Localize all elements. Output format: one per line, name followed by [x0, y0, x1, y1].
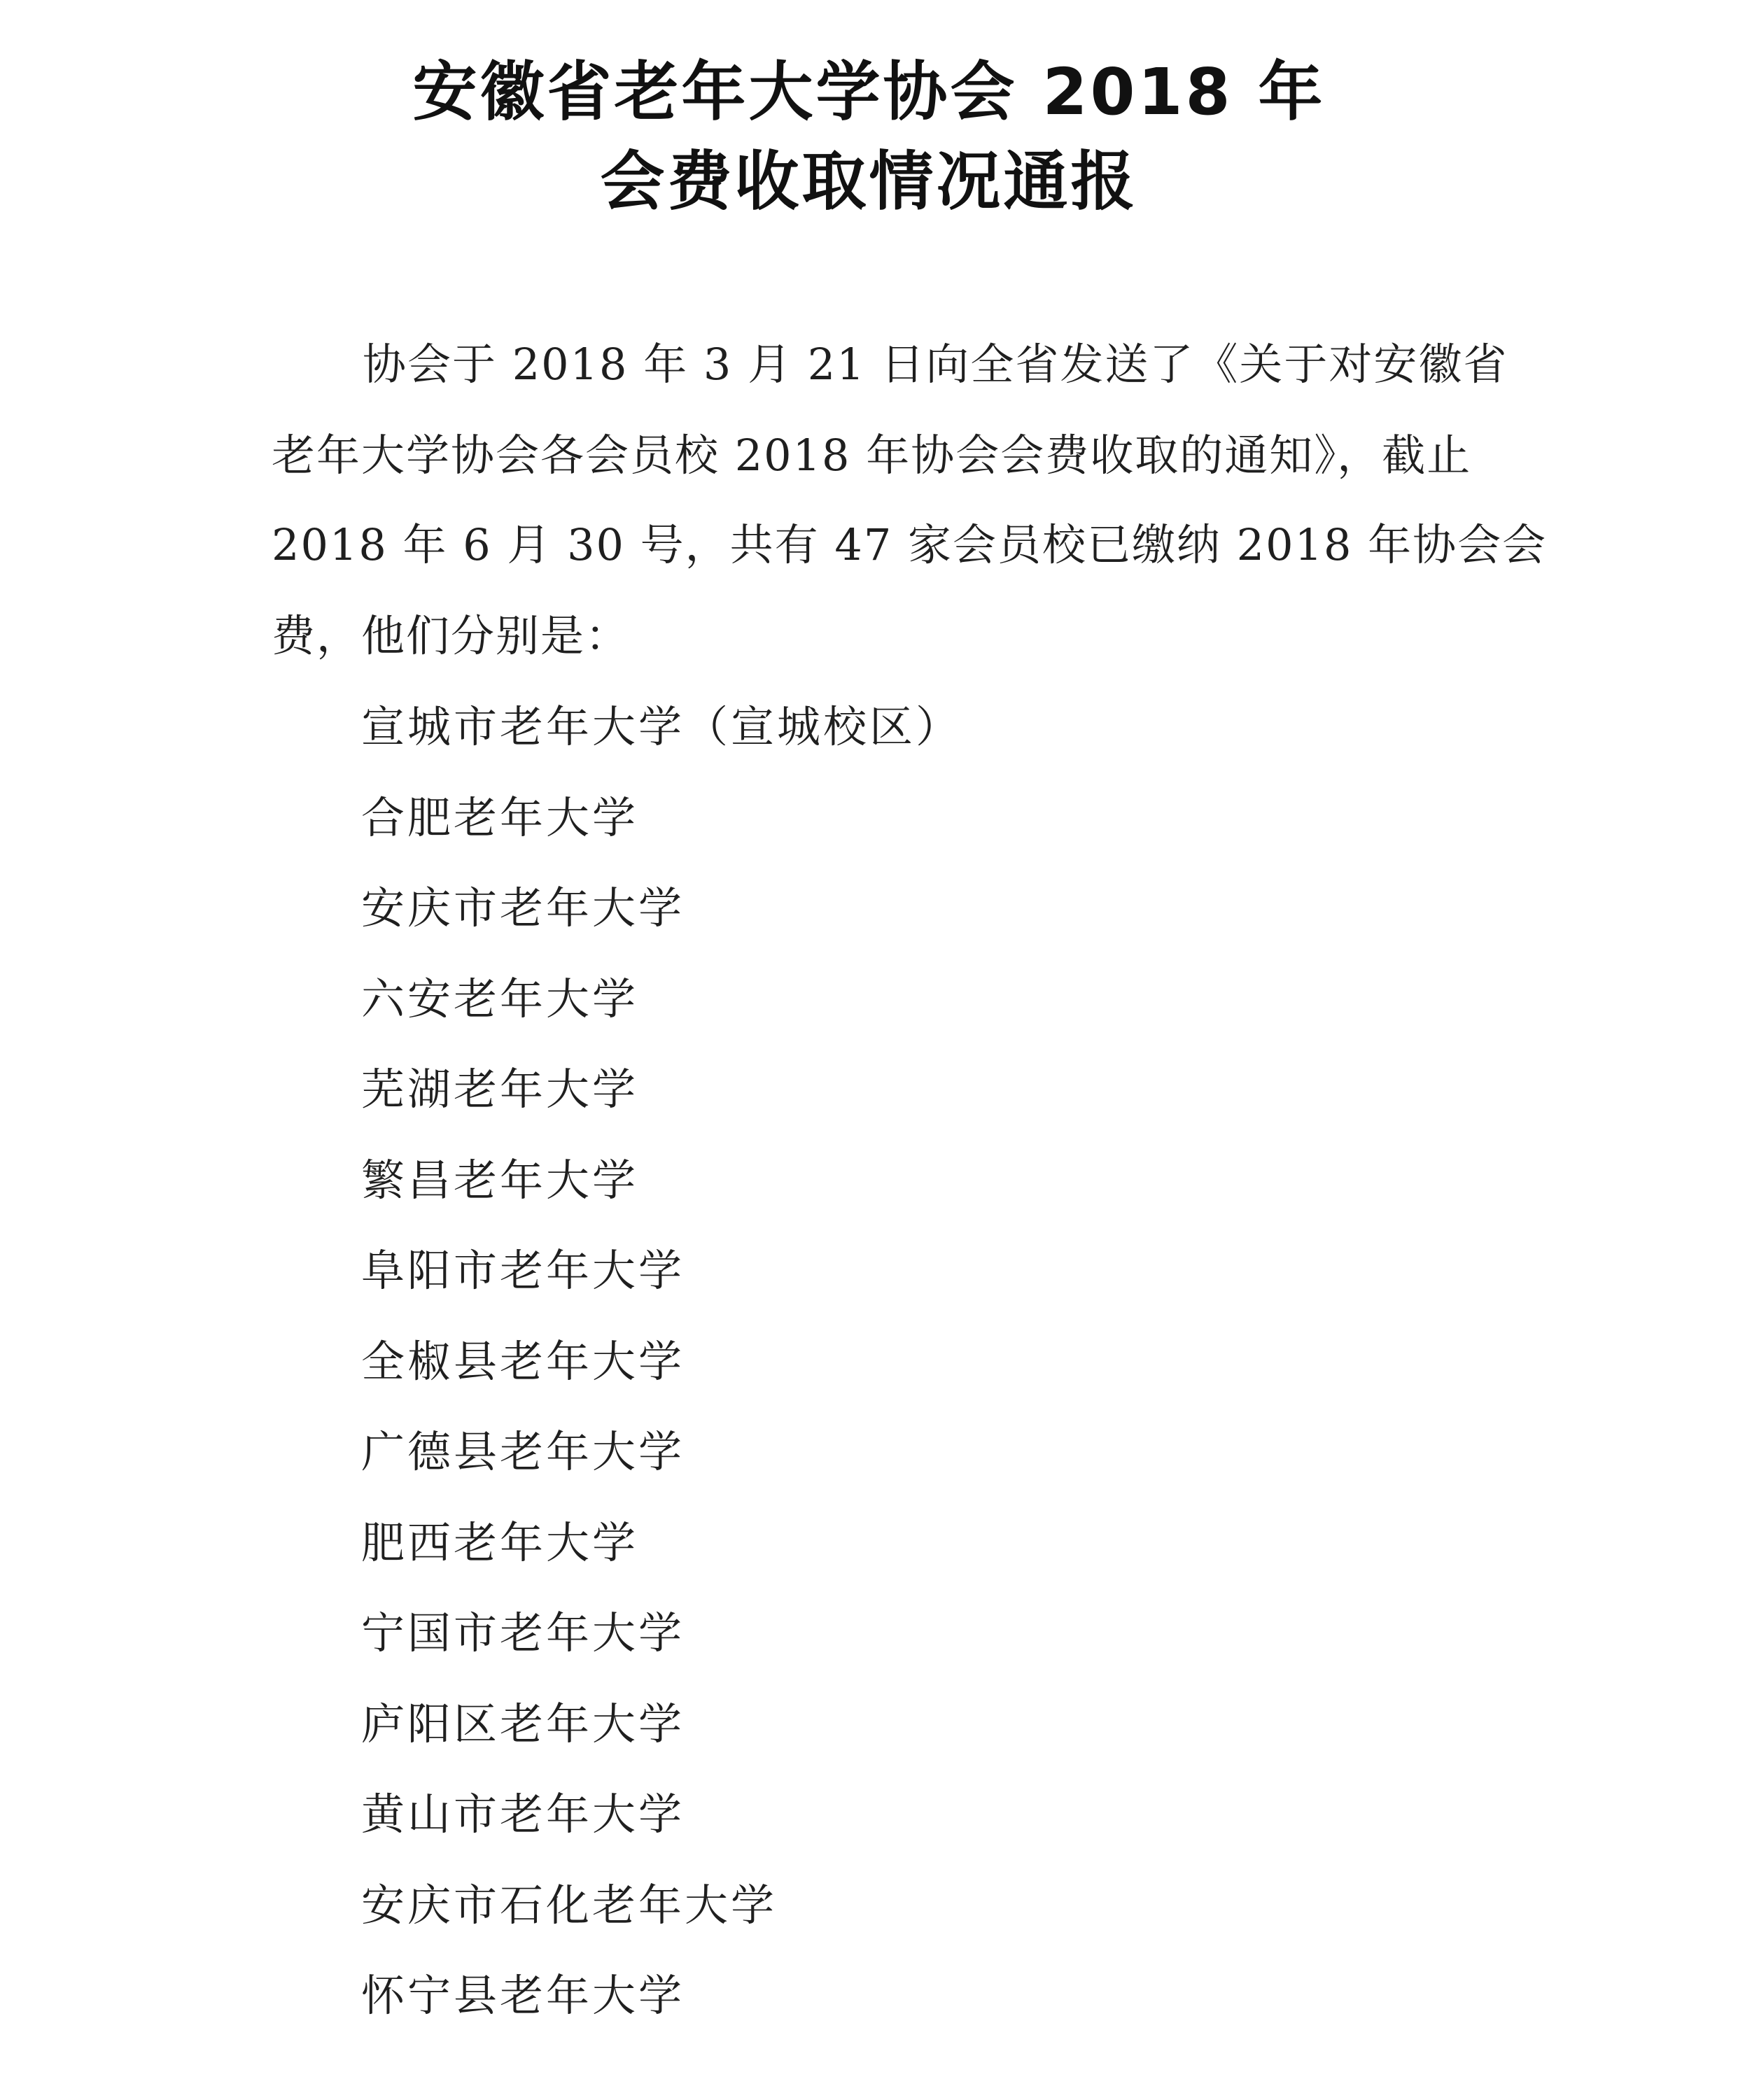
list-item: 全椒县老年大学 [361, 1335, 685, 1387]
list-item: 怀宁县老年大学 [361, 1970, 685, 2021]
list-item: 安庆市石化老年大学 [361, 1879, 778, 1931]
list-item: 合肥老年大学 [361, 791, 639, 843]
document-title-line-1: 安徽省老年大学协会 2018 年 [412, 55, 1326, 129]
body-text-line-2: 老年大学协会各会员校 2018 年协会会费收取的通知》，截止 [272, 430, 1472, 481]
list-item: 芜湖老年大学 [361, 1064, 639, 1115]
list-item: 广德县老年大学 [361, 1426, 685, 1477]
list-item: 黄山市老年大学 [361, 1789, 685, 1840]
member-school-list [361, 701, 962, 2065]
body-text-line-4: 费，他们分别是： [272, 610, 631, 661]
list-item: 阜阳市老年大学 [361, 1245, 685, 1296]
list-item: 安庆市老年大学 [361, 882, 685, 933]
list-item: 六安老年大学 [361, 973, 639, 1024]
document-title-line-2: 会费收取情况通报 [600, 144, 1138, 219]
list-item: 庐阳区老年大学 [361, 1698, 685, 1749]
list-item: 宁国市老年大学 [361, 1607, 685, 1658]
list-item: 繁昌老年大学 [361, 1154, 639, 1206]
list-item: 肥西老年大学 [361, 1516, 639, 1568]
body-text-line-1: 协会于 2018 年 3 月 21 日向全省发送了《关于对安徽省 [363, 339, 1508, 390]
list-item: 宣城市老年大学（宣城校区） [361, 701, 962, 752]
body-text-line-3: 2018 年 6 月 30 号，共有 47 家会员校已缴纳 2018 年协会会 [272, 519, 1548, 570]
